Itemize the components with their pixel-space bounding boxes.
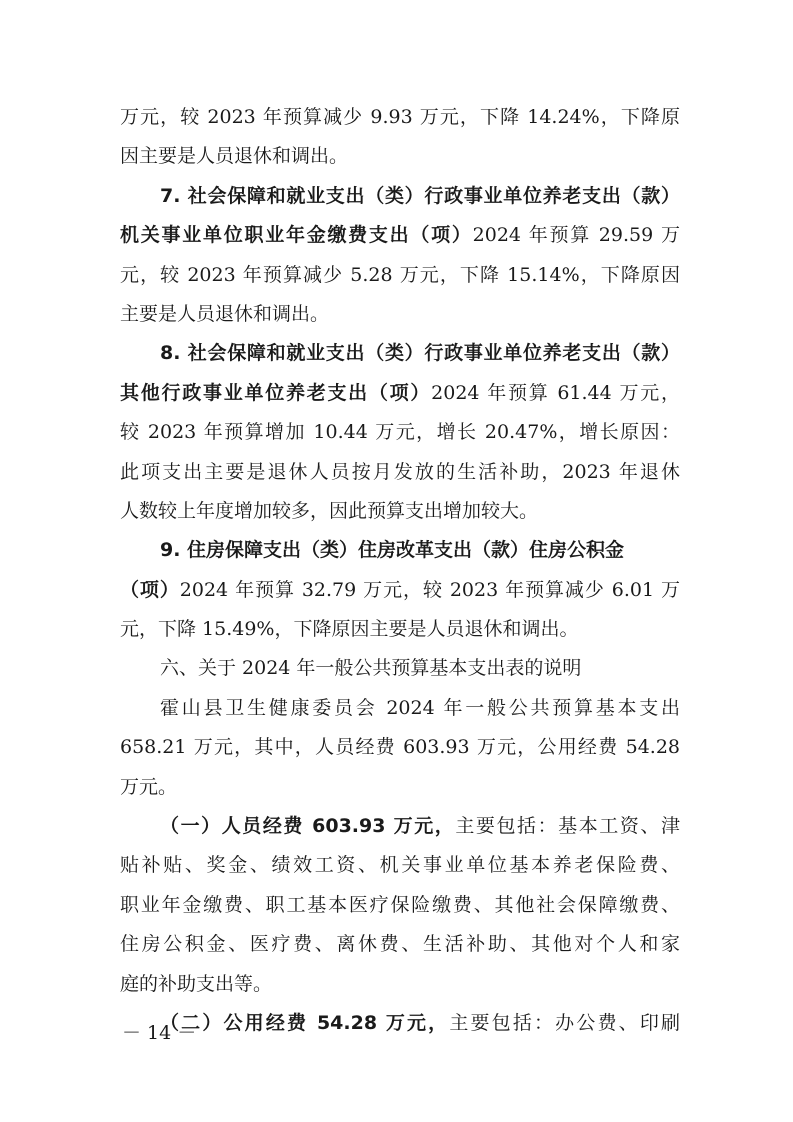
p4-line-3: 元，下降 15.49%，下降原因主要是人员退休和调出。 (120, 618, 579, 641)
p3-line-2-text: 2024 年预算 61.44 万元， (431, 381, 680, 404)
p2-line-3: 元，较 2023 年预算减少 5.28 万元，下降 15.14%，下降原因 (120, 263, 680, 286)
page-number: － 14 － (122, 1022, 197, 1044)
section-6-heading: 六、关于 2024 年一般公共预算基本支出表的说明 (160, 657, 582, 680)
p2-line-2 (120, 216, 680, 255)
p2-line-1 (120, 177, 680, 216)
p3-line-1 (120, 334, 680, 373)
p4-heading-part-2: （项） (120, 578, 180, 601)
p5-line-3: 万元。 (120, 775, 178, 798)
p6-line-2: 贴补贴、奖金、绩效工资、机关事业单位基本养老保险费、 (120, 854, 680, 877)
p6-line-1-text: 主要包括：基本工资、津 (455, 815, 680, 838)
p2-line-4: 主要是人员退休和调出。 (120, 302, 330, 325)
p3-line-3: 较 2023 年预算增加 10.44 万元，增长 20.47%，增长原因： (120, 421, 680, 444)
p7-line-1 (120, 1004, 680, 1043)
p5-line-1: 霍山县卫生健康委员会 2024 年一般公共预算基本支出 (160, 696, 680, 719)
p6-line-3: 职业年金缴费、职工基本医疗保险缴费、其他社会保障缴费、 (120, 893, 680, 916)
p2-heading-part-2: 机关事业单位职业年金缴费支出（项） (120, 224, 473, 247)
p4-line-2 (120, 571, 680, 610)
p6-line-1 (120, 807, 680, 846)
p3-line-2 (120, 374, 680, 413)
p5-line-2: 658.21 万元，其中，人员经费 603.93 万元，公用经费 54.28 (120, 736, 680, 759)
p7-heading: （二）公用经费 54.28 万元， (160, 1011, 450, 1034)
p4-line-1 (120, 531, 680, 570)
p6-line-5: 庭的补助支出等。 (120, 972, 273, 995)
p7-line-1-text: 主要包括：办公费、印刷 (449, 1011, 680, 1034)
p2-line-2-text: 2024 年预算 29.59 万 (472, 224, 680, 247)
p3-line-5: 人数较上年度增加较多，因此预算支出增加较大。 (120, 499, 539, 522)
p6-heading: （一）人员经费 603.93 万元， (160, 815, 456, 838)
p1-line-1: 万元，较 2023 年预算减少 9.93 万元，下降 14.24%，下降原 (120, 106, 680, 128)
p4-heading-part-1: 9. 住房保障支出（类）住房改革支出（款）住房公积金 (160, 539, 625, 562)
p2-heading-part-1: 7. 社会保障和就业支出（类）行政事业单位养老支出（款） (160, 184, 680, 207)
p3-line-4: 此项支出主要是退休人员按月发放的生活补助，2023 年退休 (120, 460, 680, 483)
body-text (120, 98, 680, 1043)
p3-heading-part-1: 8. 社会保障和就业支出（类）行政事业单位养老支出（款） (160, 342, 680, 365)
p1-line-2: 因主要是人员退休和调出。 (120, 145, 349, 168)
p6-line-4: 住房公积金、医疗费、离休费、生活补助、其他对个人和家 (120, 933, 680, 956)
p4-line-2-text: 2024 年预算 32.79 万元，较 2023 年预算减少 6.01 万 (179, 578, 680, 601)
p3-heading-part-2: 其他行政事业单位养老支出（项） (120, 381, 432, 404)
